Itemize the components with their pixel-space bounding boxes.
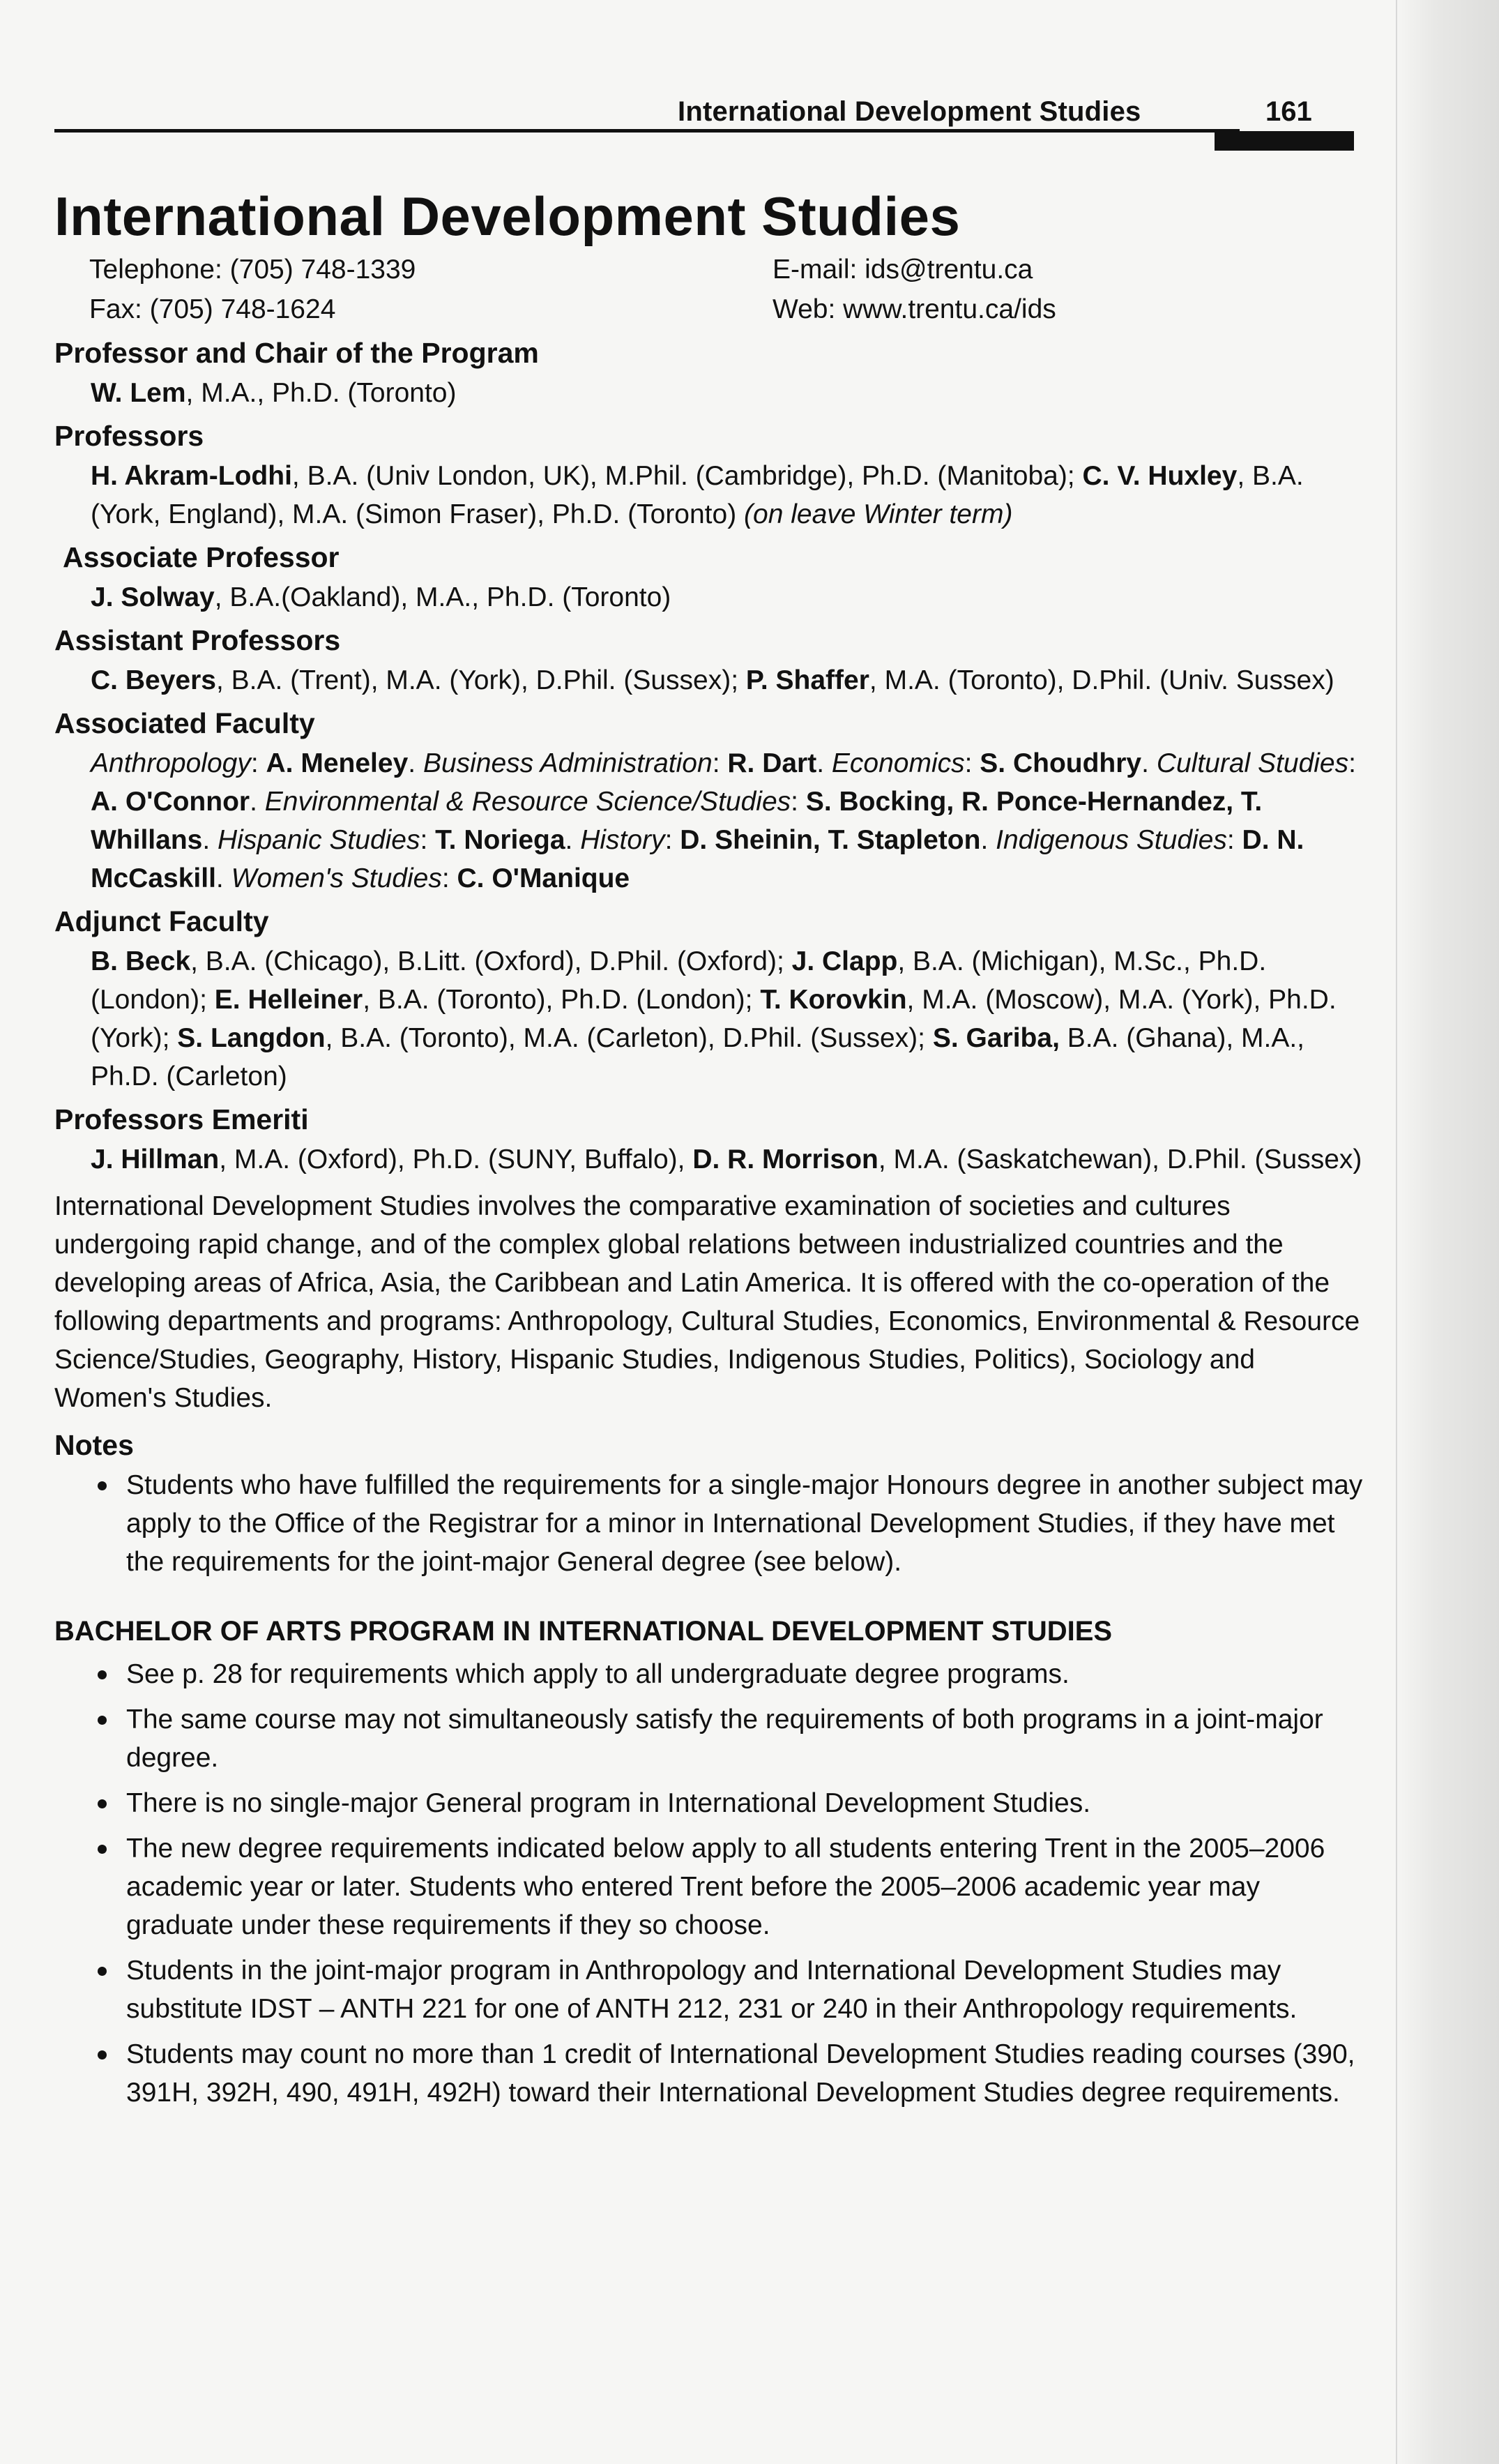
telephone: Telephone: (705) 748-1339 [89,255,416,285]
program-description: International Development Studies involves the comparative examination of societies and cultures undergoing rapid change, and of the complex global relations between industrialized countries and the developing areas of Africa, Asia, the Caribbean and Latin America. It is offered with the co-operation of the following departments and programs: Anthropology, Cultural Studies, Economics, Environmental & Resource Science/Studies, Geography, History, Hispanic Studies, Indigenous Studies, Politics), Sociology and Women's Studies. [54,1191,1360,1413]
page-content [54,183,1365,2119]
list-item: The same course may not simultaneously satisfy the requirements of both programs in a joint-major degree. [54,1700,1365,1777]
fax: Fax: (705) 748-1624 [89,294,336,324]
header-rule-thick [1215,131,1354,151]
list-item: There is no single-major General program in International Development Studies. [54,1784,1365,1822]
chair-entry: W. Lem, M.A., Ph.D. (Toronto) [91,378,457,408]
associate-heading: Associate Professor [63,541,340,573]
list-item: The new degree requirements indicated below apply to all students entering Trent in the 2005–2006 academic year or later. Students who entered Trent before the 2005–2006 academic year may graduate under these requirements if they so choose. [54,1829,1365,1944]
page-edge-shadow [1394,0,1499,2464]
header-rule [54,129,1240,133]
email: E-mail: ids@trentu.ca [773,255,1033,285]
professors-heading: Professors [54,420,204,452]
notes-list [54,1466,1365,1581]
adjunct-heading: Adjunct Faculty [54,905,269,937]
list-item: See p. 28 for requirements which apply to all undergraduate degree programs. [54,1655,1365,1693]
page-number: 161 [1265,96,1312,127]
notes-heading: Notes [54,1429,134,1461]
professors-entry: H. Akram-Lodhi, B.A. (Univ London, UK), M.Phil. (Cambridge), Ph.D. (Manitoba); C. V. Huxley, B.A. (York, England), M.A. (Simon Fraser), Ph.D. (Toronto) (on leave Winter term) [91,461,1304,529]
list-item: Students may count no more than 1 credit of International Development Studies reading courses (390, 391H, 392H, 490, 491H, 492H) toward their International Development Studies degree requirements. [54,2035,1365,2112]
list-item: Students who have fulfilled the requirements for a single-major Honours degree in another subject may apply to the Office of the Registrar for a minor in International Development Studies, if they have met the requirements for the joint-major General degree (see below). [54,1466,1365,1581]
contact-block [54,250,1365,332]
ba-program-heading: BACHELOR OF ARTS PROGRAM IN INTERNATIONAL DEVELOPMENT STUDIES [54,1616,1113,1647]
chair-heading: Professor and Chair of the Program [54,337,539,369]
list-item: Students in the joint-major program in Anthropology and International Development Studies may substitute IDST – ANTH 221 for one of ANTH 212, 231 or 240 in their Anthropology requirements. [54,1951,1365,2028]
assistant-heading: Assistant Professors [54,624,341,656]
website: Web: www.trentu.ca/ids [773,294,1056,324]
running-header-title: International Development Studies [678,96,1141,127]
emeriti-heading: Professors Emeriti [54,1103,309,1135]
emeriti-entry: J. Hillman, M.A. (Oxford), Ph.D. (SUNY, Buffalo), D. R. Morrison, M.A. (Saskatchewan), D.Phil. (Sussex) [91,1144,1362,1174]
ba-requirements-list [54,1655,1365,2112]
associated-heading: Associated Faculty [54,707,315,739]
assistant-entry: C. Beyers, B.A. (Trent), M.A. (York), D.Phil. (Sussex); P. Shaffer, M.A. (Toronto), D.Phil. (Univ. Sussex) [91,665,1334,695]
adjunct-entry: B. Beck, B.A. (Chicago), B.Litt. (Oxford), D.Phil. (Oxford); J. Clapp, B.A. (Michigan), M.Sc., Ph.D. (London); E. Helleiner, B.A. (Toronto), Ph.D. (London); T. Korovkin, M.A. (Moscow), M.A. (York), Ph.D. (York); S. Langdon, B.A. (Toronto), M.A. (Carleton), D.Phil. (Sussex); S. Gariba, B.A. (Ghana), M.A., Ph.D. (Carleton) [91,946,1337,1091]
associated-entry: Anthropology: A. Meneley. Business Administration: R. Dart. Economics: S. Choudhry. Cultural Studies: A. O'Connor. Environmental & Resource Science/Studies: S. Bocking, R. Ponce-Hernandez, T. Whillans. Hispanic Studies: T. Noriega. History: D. Sheinin, T. Stapleton. Indigenous Studies: D. N. McCaskill. Women's Studies: C. O'Manique [91,748,1356,893]
page-fold-line [1396,0,1397,2464]
associate-entry: J. Solway, B.A.(Oakland), M.A., Ph.D. (Toronto) [91,582,671,612]
page-title: International Development Studies [54,186,961,247]
